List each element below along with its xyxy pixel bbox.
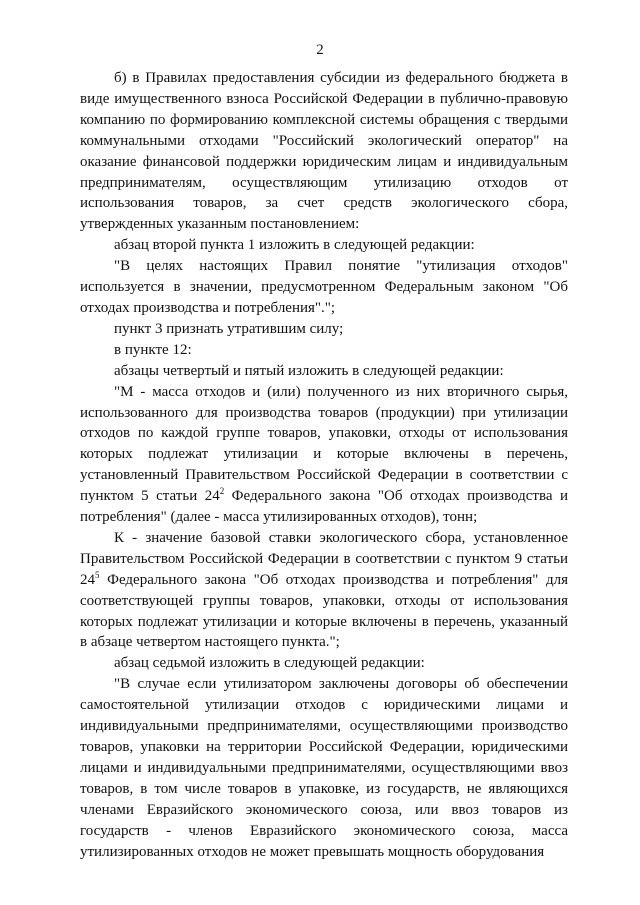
superscript-article-index: 5 [95, 569, 100, 580]
paragraph-instruction-para12: в пункте 12: [114, 341, 192, 358]
paragraph-text-part: "М - масса отходов и (или) полученного из них вторичного сырья, использованного для производства товаров (продукции) при утилизации отходов по каждой группе товаров, упаковки, отходы от использования которых подлежат утилизации и которые включены в перечень, установленный Правительством Российской Федерации в соответствии с пунктом 5 статьи 24 [80, 383, 568, 505]
paragraph-base-rate-definition [80, 528, 568, 653]
paragraph-instruction-para3: пункт 3 признать утратившим силу; [114, 320, 344, 337]
paragraph-amendment-b: б) в Правилах предоставления субсидии из федерального бюджета в виде имущественного взноса Российской Федерации в публично-правовую компанию по формированию комплексной системы обращения с твердыми коммунальными отходами "Российский экологический оператор" на оказание финансовой поддержки юридическим лицам и индивидуальным предпринимателям, осуществляющим утилизацию отходов от использования товаров, за счет средств экологического сбора, утвержденных указанным постановлением: [80, 70, 568, 233]
paragraph-instruction-para1: абзац второй пункта 1 изложить в следующей редакции: [114, 237, 475, 254]
document-body [80, 68, 568, 862]
paragraph-text-part: К - значение базовой ставки экологического сбора, установленное Правительством Российской Федерации в соответствии с пунктом 9 статьи 24 [80, 529, 568, 588]
paragraph-text-part: Федерального закона "Об отходах производства и потребления" для соответствующей группы товаров, упаковки, отходы от использования которых подлежат утилизации и которые включены в перечень, указанный в абзаце четвертом настоящего пункта."; [80, 571, 568, 651]
paragraph-text-part: Федерального закона "Об отходах производства и потребления" (далее - масса утилизированных отходов), тонн; [80, 488, 568, 526]
paragraph-quote-definition: "В целях настоящих Правил понятие "утилизация отходов" используется в значении, предусмотренном Федеральным законом "Об отходах производства и потребления"."; [80, 258, 568, 316]
paragraph-quote-contracts: "В случае если утилизатором заключены договоры об обеспечении самостоятельной утилизации отходов с юридическими лицами и индивидуальными предпринимателями, осуществляющими производство товаров, упаковки на территории Российской Федерации, юридическими лицами и индивидуальными предпринимателями, осуществляющими ввоз товаров, в том числе товаров в упаковке, из государств, не являющихся членами Евразийского экономического союза, или ввоз товаров из государств - членов Евразийского экономического союза, масса утилизированных отходов не может превышать мощность оборудования [80, 676, 568, 860]
paragraph-instruction-abzacy: абзацы четвертый и пятый изложить в следующей редакции: [114, 362, 504, 379]
paragraph-quote-mass-definition [80, 382, 568, 528]
superscript-article-index: 2 [219, 486, 225, 497]
page-number: 2 [316, 42, 324, 58]
paragraph-instruction-seventh: абзац седьмой изложить в следующей редакции: [114, 655, 425, 672]
